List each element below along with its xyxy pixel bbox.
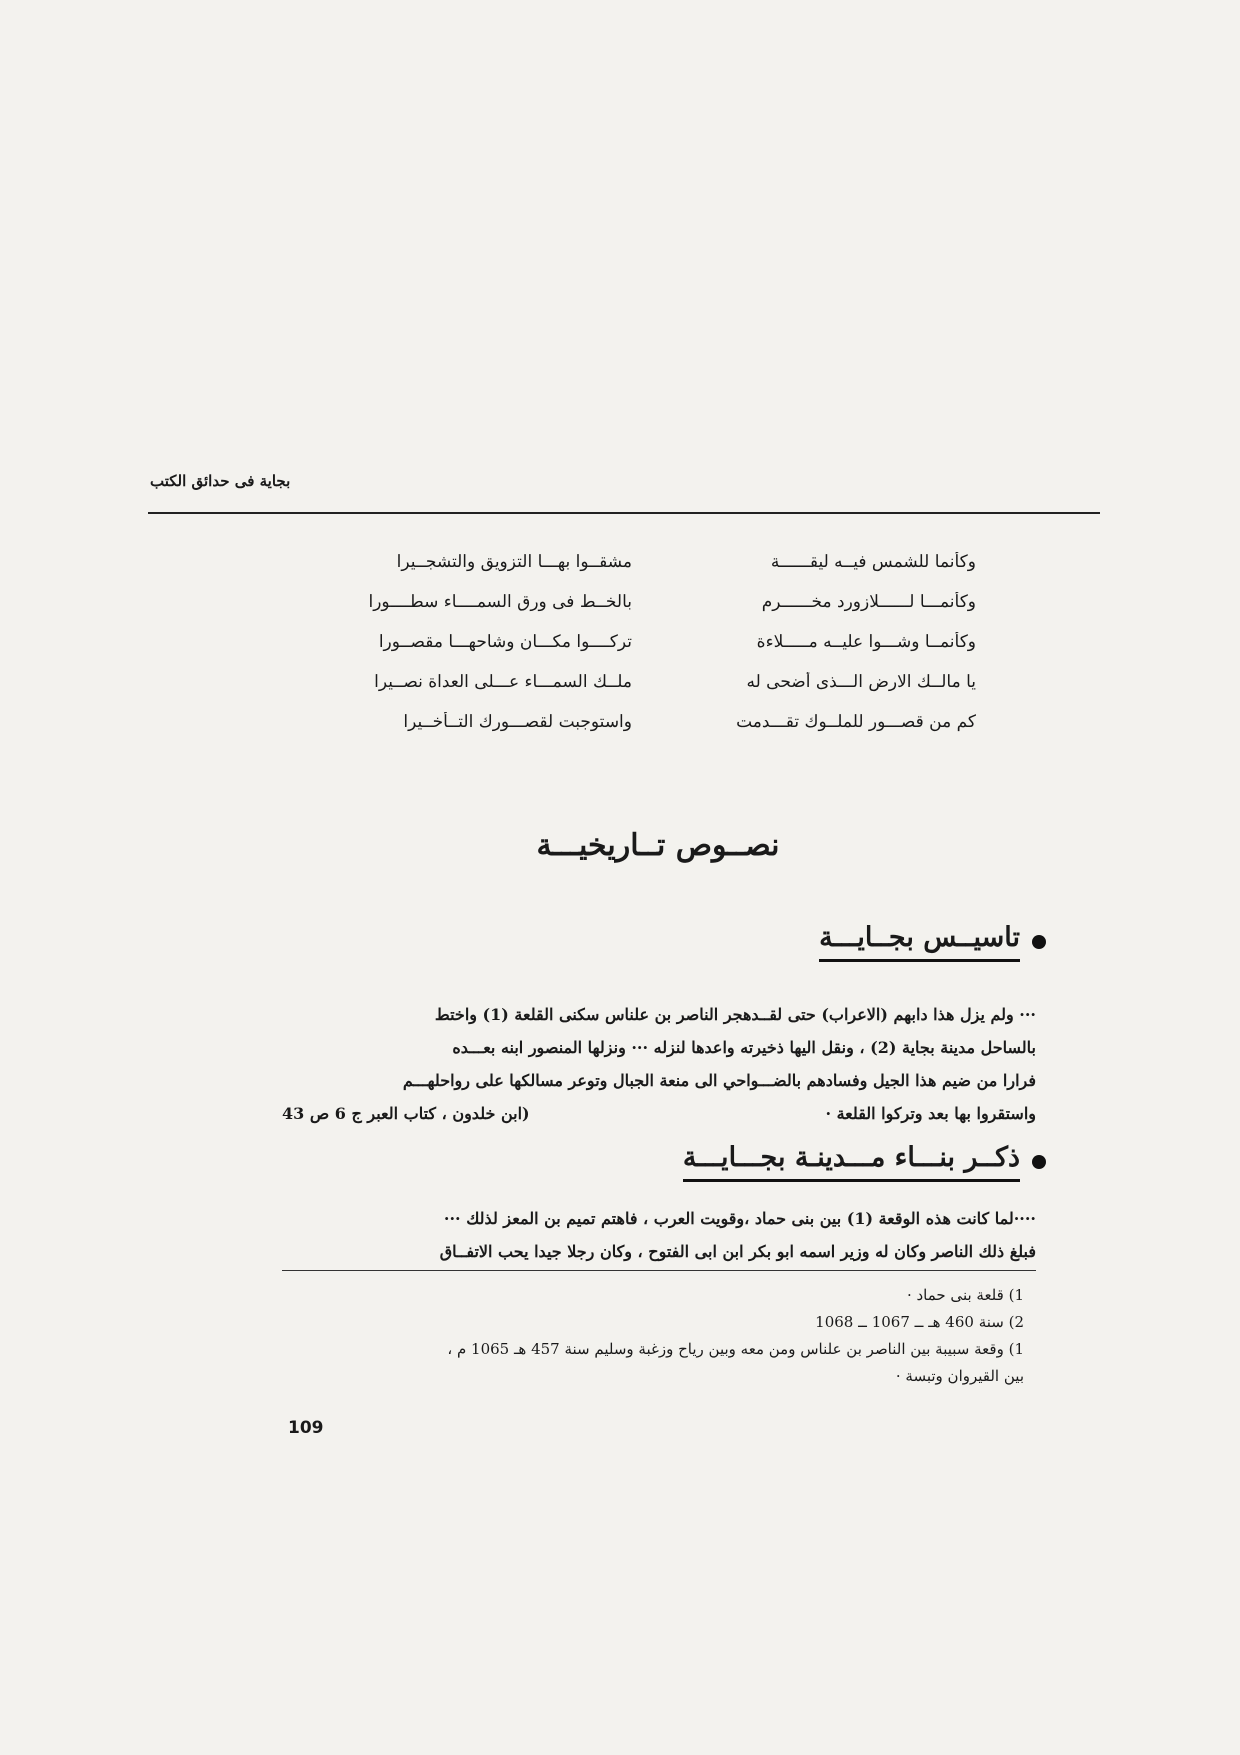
verse-second-hemistich: بالخــط فى ورق السمــــاء سطــــورا (368, 592, 632, 612)
text-line: فبلغ ذلك الناصر وكان له وزير اسمه ابو بكر ابن ابى الفتوح ، وكان رجلا جيدا يحب الاتفــاق (282, 1235, 1036, 1271)
verse-second-hemistich: واستوجبت لقصـــورك التــأخــيرا (403, 712, 632, 732)
footnote: 1) قلعة بنى حماد · (906, 1286, 1024, 1304)
header-rule (148, 512, 1100, 514)
page-number: 109 (288, 1418, 324, 1438)
text-line: بالساحل مدينة بجاية (2) ، ونقل اليها ذخيرته واعدها لنزله ··· ونزلها المنصور ابنه بعـــده (452, 1038, 1036, 1057)
citation: (ابن خلدون ، كتاب العبر ج 6 ص 43 (282, 1104, 530, 1123)
running-head-text: بجاية فى حدائق الكتب (150, 472, 291, 490)
text-line: ····لما كانت هذه الوقعة (1) بين بنى حماد ،وقويت العرب ، فاهتم تميم بن المعز لذلك ··· (443, 1209, 1036, 1228)
verse-second-hemistich: ملــك السمـــاء عـــلى العداة نصــيرا (374, 672, 632, 692)
bullet-icon (1032, 1155, 1046, 1169)
paragraph-founding (282, 998, 1036, 1130)
poem-verse (340, 672, 976, 712)
poem (340, 552, 976, 752)
poem-verse (340, 712, 976, 752)
section-title: نصــوص تــاريخيـــة (536, 828, 780, 863)
paragraph-building (282, 1202, 1036, 1271)
subheading-building (683, 1142, 1046, 1182)
running-head (150, 472, 1098, 490)
subheading-text: ذكــر بنـــاء مـــدينـة بجـــايـــة (683, 1142, 1020, 1182)
subheading-founding (819, 922, 1046, 962)
text-line-end: واستقروا بها بعد وتركوا القلعة · (825, 1104, 1036, 1123)
footnote: 2) سنة 460 هـ ــ 1067 ــ 1068 (815, 1313, 1024, 1331)
poem-verse (340, 552, 976, 592)
verse-first-hemistich: كم من قصـــور للملــوك تقـــدمت (736, 712, 976, 732)
subheading-text: تاسيــس بجــايـــة (819, 922, 1020, 962)
poem-verse (340, 632, 976, 672)
footnote: 1) وقعة سبيبة بين الناصر بن علناس ومن معه وبين رياح وزغبة وسليم سنة 457 هـ 1065 م ، (447, 1340, 1024, 1358)
poem-verse (340, 592, 976, 632)
text-line: فرارا من ضيم هذا الجيل وفسادهم بالضـــواحي الى منعة الجبال وتوعر مسالكها على رواحلهـــم (402, 1071, 1036, 1090)
bullet-icon (1032, 935, 1046, 949)
verse-first-hemistich: يا مالــك الارض الـــذى أضحى له (746, 672, 976, 692)
verse-second-hemistich: تركــــوا مكـــان وشاحهـــا مقصــورا (378, 632, 632, 652)
verse-first-hemistich: وكأنما للشمس فيــه ليقــــــة (770, 552, 976, 572)
footnote: بين القيروان وتبسة · (895, 1367, 1024, 1385)
verse-first-hemistich: وكأنمــا وشـــوا عليــه مـــــلاءة (756, 632, 976, 652)
verse-second-hemistich: مشقــوا بهـــا التزويق والتشجــيرا (396, 552, 632, 572)
footnotes (282, 1282, 1036, 1390)
text-line: ··· ولم يزل هذا دابهم (الاعراب) حتى لقــدهجر الناصر بن علناس سكنى القلعة (1) واختط (434, 1005, 1036, 1024)
verse-first-hemistich: وكأنمـــا لــــــلازورد مخــــــرم (761, 592, 976, 612)
text-line (282, 1097, 1036, 1130)
